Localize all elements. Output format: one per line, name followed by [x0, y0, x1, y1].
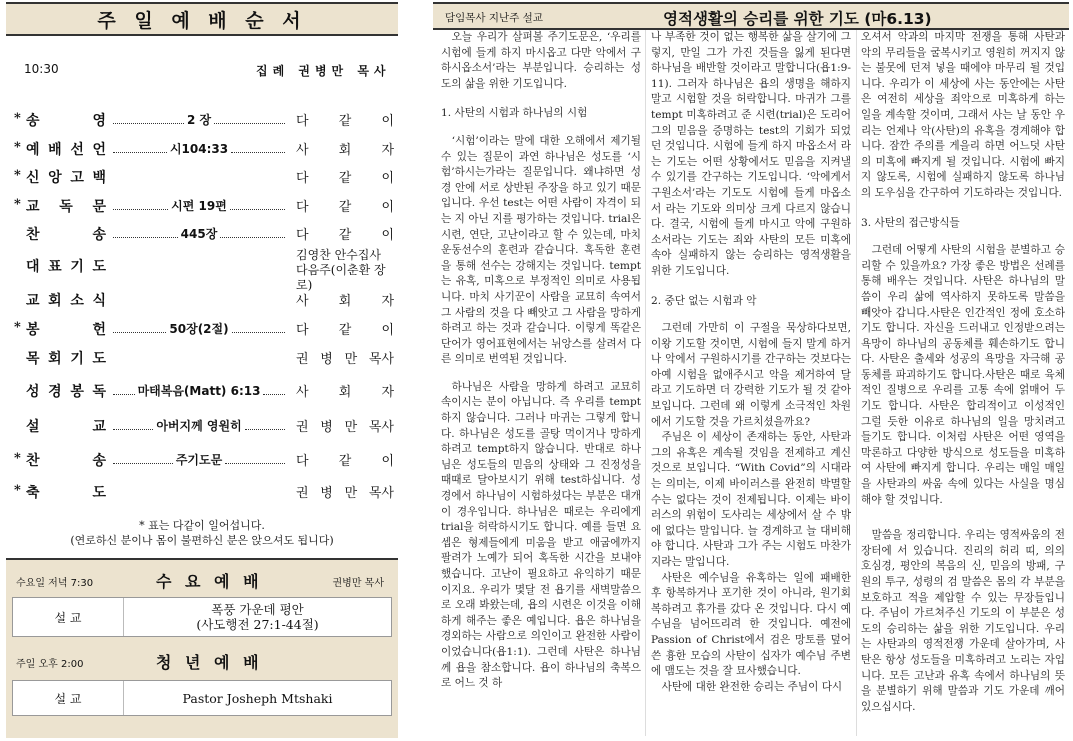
order-item-detail-wrap	[110, 451, 288, 468]
standing-marker: *	[14, 197, 21, 212]
standing-marker: *	[14, 140, 21, 155]
order-item-name: 축 도	[26, 485, 106, 501]
order-item-detail: 445장	[180, 227, 218, 241]
order-item-detail-wrap	[110, 111, 288, 128]
standing-marker: *	[14, 483, 21, 498]
order-item	[6, 137, 398, 161]
order-item-detail-wrap	[110, 140, 288, 157]
standing-note: * 표는 다같이 일어섭니다.	[139, 519, 265, 532]
order-item-name: 신 앙 고 백	[26, 170, 106, 186]
dotted-leader	[113, 421, 153, 430]
order-item	[6, 222, 398, 246]
order-item	[6, 480, 398, 504]
order-item	[6, 248, 398, 292]
wednesday-sermon-passage: (사도행전 27:1-44절)	[196, 617, 319, 632]
service-leader: 집례 권병만 목사	[256, 64, 391, 78]
order-item-person: 다 같 이	[296, 114, 394, 129]
order-item-person: 다 같 이	[296, 323, 394, 338]
sermon-paragraph: 그런데 가만히 이 구절을 묵상하다보면, 이왕 기도할 것이면, 시험에 들지 말게 하거나 악에서 구원하시기를 간구하는 것보다는 아예 시험을 없애주시고 악을 제거하여 달라고 기도하면 더 강력한 기도가 될 것 같아 보입니다. 그런데 왜 이렇게 소극적인 차원에서 기도할 것을 가르치셨을까요?	[651, 322, 851, 428]
sermon-panel	[433, 2, 1069, 738]
sermon-title: 영적생활의 승리를 위한 기도 (마6.13)	[663, 10, 932, 28]
dotted-leader	[113, 144, 167, 153]
sermon-paragraph: 오늘 우리가 살펴볼 주기도문은, ‘우리를 시험에 들게 하지 마시옵고 다만 악에서 구하시옵소서’라는 부분입니다. 승리하는 성도의 삶을 위한 기도입니다.	[441, 31, 641, 90]
standing-marker: *	[14, 111, 21, 126]
wednesday-time: 수요일 저녁 7:30	[16, 578, 94, 589]
dotted-leader	[225, 455, 285, 464]
sermon-paragraph: 주님은 이 세상이 존재하는 동안, 사탄과 그의 유혹은 계속될 것임을 전제하고 계신 것으로 보입니다. “With Covid”의 시대라는 의미는, 이제 바이러스를 완전히 박멸할 수는 없다는 것이 전제됩니다. 이제는 바이러스의 위험이 도사리는 세상에서 살 수 밖에 없다는 말입니다. 늘 경계하고 늘 대비해야 합니다. 사탄과 그가 주는 시험도 마찬가지라는 말입니다.	[651, 431, 851, 568]
order-item-name: 목 회 기 도	[26, 351, 106, 367]
order-item-person: 권 병 만 목사	[296, 486, 394, 501]
order-item-detail-wrap	[110, 225, 288, 242]
dotted-leader	[113, 201, 168, 210]
dotted-leader	[231, 144, 285, 153]
dotted-leader	[113, 115, 184, 124]
order-item-detail-wrap	[110, 197, 288, 214]
wednesday-service-name: 수 요 예 배	[156, 572, 263, 591]
column-divider	[856, 30, 857, 736]
order-item-detail: 50장(2절)	[169, 322, 229, 336]
order-item	[6, 108, 398, 132]
order-item	[6, 379, 398, 403]
order-item-detail-wrap	[110, 320, 288, 337]
dotted-leader	[245, 421, 285, 430]
seated-note: (연로하신 분이나 몸이 불편하신 분은 앉으셔도 됩니다)	[70, 534, 334, 547]
column-divider	[645, 30, 646, 736]
sermon-paragraph: 나 부족한 것이 없는 행복한 삶을 살기에 그렇지, 만일 그가 가진 것들을 잃게 된다면 하나님을 배반할 것이라고 말합니다(욥1:9-11). 그러자 하나님은 욥의 생명을 해하지 말고 시험할 것을 허락합니다. 마귀가 그를 tempt 미혹하려고 준 시련(trial)은 도리어 그의 믿음을 증명하는 test의 기회가 되었던 것입니다. 시험에 들게 하지 마옵소서 라는 기도는 어떤 상황에서도 믿음을 지켜낼 수 있기를 간구하는 기도입니다. ‘악에게서 구원소서’라는 기도도 시험에 들게 마옵소서 라는 기도와 의미상 크게 다르지 않습니다. 결국, 시험에 들게 마시고 악에 구원하소서라는 기도는 죄와 사탄의 모든 미혹에 속아 실패하지 않는 승리하는 영적생활을 위한 기도입니다.	[651, 31, 851, 277]
youth-time: 주일 오후 2:00	[16, 659, 84, 670]
sermon-heading-2: 2. 중단 없는 시험과 악	[651, 294, 757, 307]
wednesday-service-header	[6, 566, 398, 594]
order-item-name: 교 회 소 식	[26, 293, 106, 309]
sermon-column-3	[861, 30, 1065, 736]
sermon-paragraph: 그런데 어떻게 사탄의 시험을 분별하고 승리할 수 있을까요? 가장 좋은 방법은 선례를 통해 배우는 것입니다. 사탄은 하나님의 말씀이 우리 삶에 역사하지 못하도록 말씀을 빼앗아 갑니다.사탄은 인간적인 정에 호소하기도 합니다. 자신을 드러내고 인정받으려는 욕망이 하나님의 공동체를 훼손하기도 합니다. 사탄은 출세와 성공의 욕망을 자극해 공동체를 파괴하기도 합니다.사탄은 때로 육체적인 질병으로 우리를 고통 속에 얽매어 두기도 합니다. 사탄은 합리적이고 이성적인 그럴 듯한 이유로 하나님의 일을 망치려고 들기도 합니다. 이처럼 사탄은 어떤 영역을 막론하고 다양한 방식으로 성도들을 미혹하여 사탄에 빠지게 합니다. 우리는 매일 매일을 사탄과의 싸움 속에 있다는 사실을 명심해야 할 것입니다.	[861, 244, 1065, 506]
dotted-leader	[263, 386, 285, 395]
order-item-detail-wrap	[110, 382, 288, 399]
order-item-person-next: 다음주(이춘환 장로)	[296, 263, 386, 292]
sermon-header	[433, 2, 1069, 30]
order-item-person: 다 같 이	[296, 200, 394, 215]
sermon-column-2	[651, 30, 851, 736]
order-item	[6, 448, 398, 472]
sermon-paragraph: 사탄은 예수님을 유혹하는 일에 패배한 후 항복하거나 포기한 것이 아니라, 원기회복하려고 휴가를 갔다 온 것입니다. 다시 예수님을 넘어뜨리려 한 것입니다. 예전에 Passion of Christ에서 검은 망토를 덮어 쓴 흉한 모습의 사탄이 십자가 예수님 주변에 맴도는 것을 잘 묘사했습니다.	[651, 571, 851, 678]
order-item-name: 찬 송	[26, 453, 106, 469]
order-item-person: 사 회 자	[296, 294, 394, 309]
youth-service-header	[6, 647, 398, 675]
wednesday-sermon-row	[12, 597, 392, 637]
dotted-leader	[113, 324, 166, 333]
wednesday-sermon-label: 설 교	[54, 610, 82, 625]
standing-marker: *	[14, 320, 21, 335]
order-item-name: 봉 헌	[26, 322, 106, 338]
youth-sermon-label: 설 교	[54, 691, 82, 706]
order-item-detail-wrap	[110, 417, 288, 434]
order-item	[6, 165, 398, 189]
order-item-name: 성 경 봉 독	[26, 384, 106, 400]
sermon-paragraph: ‘시험’이라는 말에 대한 오해에서 제기될 수 있는 질문이 과연 하나님은 성도를 ‘시험’하시는가라는 질문입니다. 왜냐하면 성경 안에 서로 상반된 주장을 하고 있기 때문입니다. 우선 test는 어떤 사람이 자격이 되는 지 아닌 지를 평가하는 것입니다. trial은 시련, 연단, 고난이라고 할 수 있는데, 마치 운동선수의 훈련과 같습니다. 혹독한 훈련을 통해 선수는 강해지는 것입니다. tempt는 유혹, 미혹으로 부정적인 의미로 사용됩니다. 마치 사기꾼이 사람을 교묘히 속여서 그 사람의 것을 다 빼앗고 그 사람을 망하게 하려고 하는 것과 같습니다. 이렇게 똑같은 단어가 영어표현에서는 뉘앙스를 살려서 다른 의미로 번역된 것입니다.	[441, 134, 641, 366]
service-time: 10:30	[24, 62, 59, 76]
order-item-person: 권 병 만 목사	[296, 420, 394, 435]
sermon-heading-3: 3. 사탄의 접근방식들	[861, 216, 960, 229]
order-item-person	[296, 248, 394, 293]
order-item	[6, 414, 398, 438]
order-item-person: 다 같 이	[296, 171, 394, 186]
dotted-leader	[230, 201, 285, 210]
other-services-box	[6, 558, 398, 738]
order-item	[6, 346, 398, 370]
worship-order-title: 주 일 예 배 순 서	[6, 2, 398, 36]
dotted-leader	[113, 229, 178, 238]
order-item-name: 교 독 문	[26, 199, 106, 215]
order-item-person: 다 같 이	[296, 454, 394, 469]
order-item-name: 찬 송	[26, 227, 106, 243]
youth-sermon-row	[12, 680, 392, 716]
order-item	[6, 288, 398, 312]
standing-marker: *	[14, 168, 21, 183]
sermon-paragraph: 말씀을 정리합니다. 우리는 영적싸움의 전장터에 서 있습니다. 진리의 허리 띠, 의의 호심경, 평안의 복음의 신, 믿음의 방패, 구원의 투구, 성령의 검 말씀은 몸의 각 부분을 보호하고 적을 제압할 수 있는 무장들입니다. 주님이 가르쳐주신 기도의 이 부분은 성도의 승리하는 삶을 위한 기도입니다. 우리는 사탄과의 영적전쟁 가운데 살아가며, 사탄은 항상 성도들을 미혹하려고 노리는 자입니다. 모든 고난과 유혹 속에서 하나님의 뜻을 분별하기 위해 말씀과 기도 가운데 깨어 있으십시다.	[861, 529, 1065, 713]
dotted-leader	[220, 229, 285, 238]
order-item-detail: 마태복음(Matt) 6:13	[137, 384, 261, 398]
dotted-leader	[214, 115, 285, 124]
order-item-detail: 시편 19편	[171, 199, 227, 213]
sermon-heading-1: 1. 사탄의 시험과 하나님의 시험	[441, 107, 588, 120]
dotted-leader	[113, 455, 173, 464]
standing-marker: *	[14, 451, 21, 466]
youth-service-name: 청 년 예 배	[156, 653, 263, 672]
order-item-detail: 주기도문	[175, 453, 223, 467]
order-item-name: 예 배 선 언	[26, 142, 106, 158]
sermon-paragraph: 사탄에 대한 완전한 승리는 주님이 다시	[661, 680, 843, 693]
order-item	[6, 317, 398, 341]
order-item	[6, 194, 398, 218]
youth-speaker: Pastor Josheph Mtshaki	[123, 681, 391, 715]
sermon-paragraph: 하나님은 사람을 망하게 하려고 교묘히 속이시는 분이 아닙니다. 즉 우리를 tempt하지 않습니다. 그러나 마귀는 그렇게 합니다. 하나님은 성도를 골탕 먹이거나 망하게 하려고 tempt하지 않습니다. 반대로 하나님은 성도들의 믿음의 상태와 그 진정성을 때때로 달아보시기 위해 test하십니다. 성경에서 하나님이 시험하셨다는 부분은 대개 이 경우입니다. 하나님은 때로는 우리에게 trial을 허락하시기도 합니다. 예를 들면 요셉은 형제들에게 미움을 받고 애굽에까지 팔려가 노예가 되어 혹독한 시간을 보내야 했습니다. 고난이 필요하고 유익하기 때문이지요. 우리가 몇달 전 욥기를 새벽말씀으로 오래 봐왔는데, 욥의 시련은 이것을 이해하게 해주는 좋은 예입니다. 욥은 하나님을 경외하는 사람으로 의인이고 완전한 사람이 이었습니다(욥1:1). 그런데 사탄은 하나님께 욥을 참소합니다. 욥이 하나님의 축복으로 어느 것 하	[441, 380, 641, 690]
order-item-name: 대 표 기 도	[26, 259, 106, 275]
worship-order-panel	[6, 2, 398, 738]
wednesday-preacher: 권병만 목사	[332, 578, 384, 589]
wednesday-sermon-value	[123, 598, 391, 636]
order-item-person: 권 병 만 목사	[296, 352, 394, 367]
dotted-leader	[232, 324, 285, 333]
service-time-row	[6, 62, 398, 82]
order-item-detail: 시104:33	[169, 142, 229, 156]
order-item-person: 다 같 이	[296, 228, 394, 243]
sermon-source-label: 담임목사 지난주 설교	[445, 12, 543, 24]
sermon-paragraph: 오셔서 악과의 마지막 전쟁을 통해 사탄과 악의 무리들을 굴복시키고 영원히 꺼지지 않는 불못에 던져 넣을 때에야 마무리 될 것입니다. 우리가 이 세상에 사는 동안에는 사탄은 여전히 세상을 죄악으로 미혹하게 하는 일을 계속할 것이며, 그래서 사는 날 동안 우리는 언제나 악(사탄)의 유혹을 경계해야 합니다. 잠깐 주의를 게을리 하면 어느덧 사탄의 미혹에 빠지게 될 것입니다. 시험에 빠지지 않도록, 시험에 실패하지 않도록 하나님의 도우심을 간구하여 기도하라는 것입니다.	[861, 31, 1065, 199]
order-item-person-line: 김영찬 안수집사	[296, 248, 381, 262]
wednesday-sermon-title: 폭풍 가운데 평안	[211, 602, 304, 617]
order-item-person: 사 회 자	[296, 143, 394, 158]
order-item-name: 송 영	[26, 113, 106, 129]
order-item-name: 설 교	[26, 419, 106, 435]
dotted-leader	[113, 386, 135, 395]
order-item-person: 사 회 자	[296, 385, 394, 400]
order-item-detail: 아버지께 영원히	[156, 419, 242, 433]
order-item-detail: 2 장	[186, 113, 212, 127]
sermon-column-1	[441, 30, 641, 736]
